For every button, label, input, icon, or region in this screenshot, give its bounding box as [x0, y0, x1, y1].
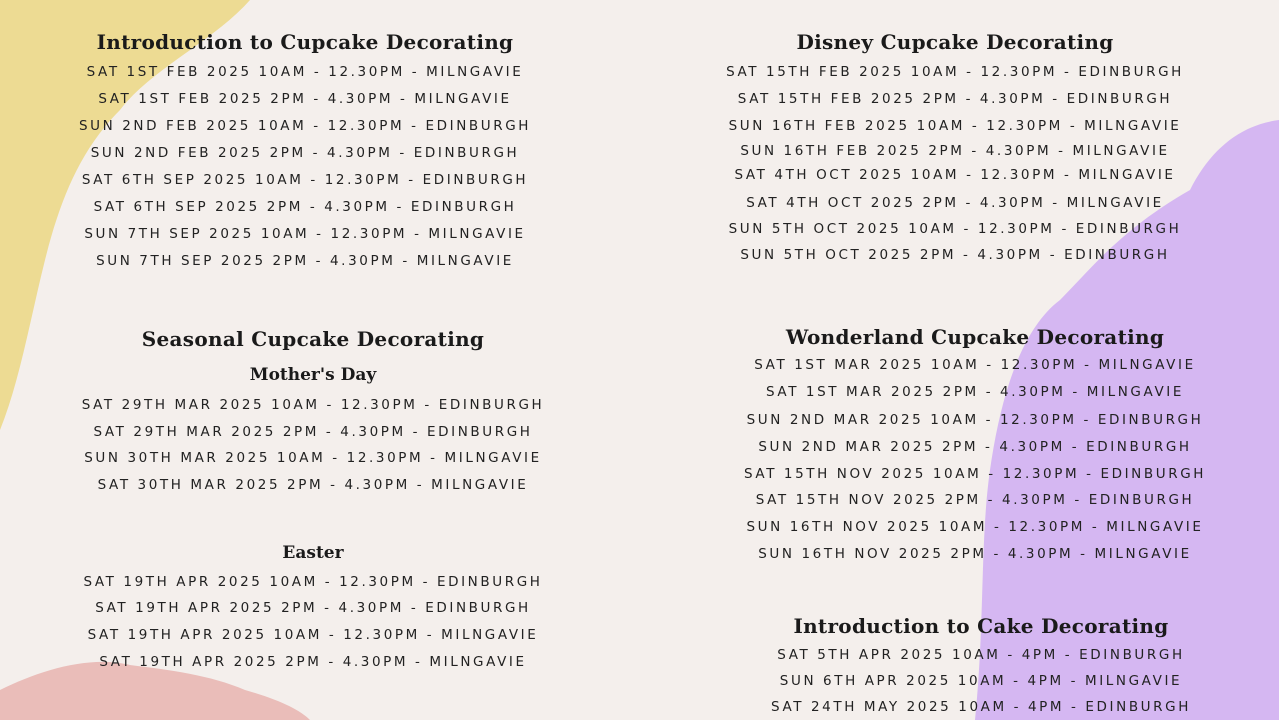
session-row: SAT 29TH MAR 2025 10AM - 12.30PM - EDINBURGH: [81, 397, 545, 413]
session-row: SUN 7TH SEP 2025 10AM - 12.30PM - MILNGAVIE: [84, 226, 526, 242]
session-row: SAT 19TH APR 2025 10AM - 12.30PM - MILNGAVIE: [87, 627, 539, 643]
session-row: SAT 4TH OCT 2025 10AM - 12.30PM - MILNGAVIE: [734, 167, 1176, 183]
section-title: Introduction to Cake Decorating: [793, 614, 1169, 638]
session-row: SUN 30TH MAR 2025 10AM - 12.30PM - MILNGAVIE: [84, 450, 542, 466]
session-row: SUN 5TH OCT 2025 10AM - 12.30PM - EDINBURGH: [728, 221, 1182, 237]
session-row: SAT 5TH APR 2025 10AM - 4PM - EDINBURGH: [777, 647, 1185, 663]
session-row: SAT 19TH APR 2025 10AM - 12.30PM - EDINBURGH: [83, 574, 543, 590]
session-row: SAT 29TH MAR 2025 2PM - 4.30PM - EDINBURGH: [93, 424, 533, 440]
session-row: SAT 15TH FEB 2025 2PM - 4.30PM - EDINBURGH: [737, 91, 1173, 107]
session-row: SAT 15TH FEB 2025 10AM - 12.30PM - EDINBURGH: [726, 64, 1184, 80]
session-row: SAT 1ST FEB 2025 10AM - 12.30PM - MILNGAVIE: [86, 64, 524, 80]
session-row: SUN 16TH FEB 2025 10AM - 12.30PM - MILNGAVIE: [728, 118, 1182, 134]
intro-cake-section: [716, 0, 1246, 720]
session-row: SUN 16TH NOV 2025 2PM - 4.30PM - MILNGAVIE: [758, 546, 1192, 562]
session-row: SUN 2ND MAR 2025 2PM - 4.30PM - EDINBURGH: [758, 439, 1192, 455]
session-row: SAT 15TH NOV 2025 2PM - 4.30PM - EDINBURGH: [755, 492, 1195, 508]
session-row: SAT 24TH MAY 2025 10AM - 4PM - EDINBURGH: [771, 699, 1191, 715]
session-row: SAT 19TH APR 2025 2PM - 4.30PM - MILNGAVIE: [99, 654, 527, 670]
session-row: SAT 30TH MAR 2025 2PM - 4.30PM - MILNGAVIE: [97, 477, 529, 493]
session-row: SAT 1ST MAR 2025 2PM - 4.30PM - MILNGAVIE: [765, 384, 1184, 400]
session-row: SAT 6TH SEP 2025 2PM - 4.30PM - EDINBURGH: [93, 199, 517, 215]
session-row: SUN 6TH APR 2025 10AM - 4PM - MILNGAVIE: [779, 673, 1183, 689]
section-title: Seasonal Cupcake Decorating: [141, 327, 485, 351]
session-row: SAT 4TH OCT 2025 2PM - 4.30PM - MILNGAVIE: [746, 195, 1164, 211]
session-row: SAT 15TH NOV 2025 10AM - 12.30PM - EDINBURGH: [743, 466, 1207, 482]
mothers-day-subtitle: Mother's Day: [249, 365, 377, 385]
session-row: SAT 1ST MAR 2025 10AM - 12.30PM - MILNGAVIE: [754, 357, 1196, 373]
seasonal-section: [48, 0, 578, 690]
session-row: SUN 16TH NOV 2025 10AM - 12.30PM - MILNGAVIE: [746, 519, 1204, 535]
section-title: Disney Cupcake Decorating: [796, 30, 1114, 54]
session-row: SUN 7TH SEP 2025 2PM - 4.30PM - MILNGAVIE: [96, 253, 514, 269]
session-row: SAT 6TH SEP 2025 10AM - 12.30PM - EDINBURGH: [81, 172, 529, 188]
session-row: SUN 5TH OCT 2025 2PM - 4.30PM - EDINBURGH: [740, 247, 1170, 263]
session-row: SUN 16TH FEB 2025 2PM - 4.30PM - MILNGAVIE: [740, 143, 1170, 159]
session-row: SUN 2ND FEB 2025 2PM - 4.30PM - EDINBURGH: [90, 145, 520, 161]
easter-subtitle: Easter: [282, 543, 344, 563]
section-title: Introduction to Cupcake Decorating: [96, 30, 514, 54]
session-row: SAT 1ST FEB 2025 2PM - 4.30PM - MILNGAVIE: [98, 91, 512, 107]
session-row: SAT 19TH APR 2025 2PM - 4.30PM - EDINBURGH: [95, 600, 531, 616]
session-row: SUN 2ND FEB 2025 10AM - 12.30PM - EDINBURGH: [78, 118, 532, 134]
session-row: SUN 2ND MAR 2025 10AM - 12.30PM - EDINBURGH: [746, 412, 1204, 428]
section-title: Wonderland Cupcake Decorating: [785, 325, 1165, 349]
